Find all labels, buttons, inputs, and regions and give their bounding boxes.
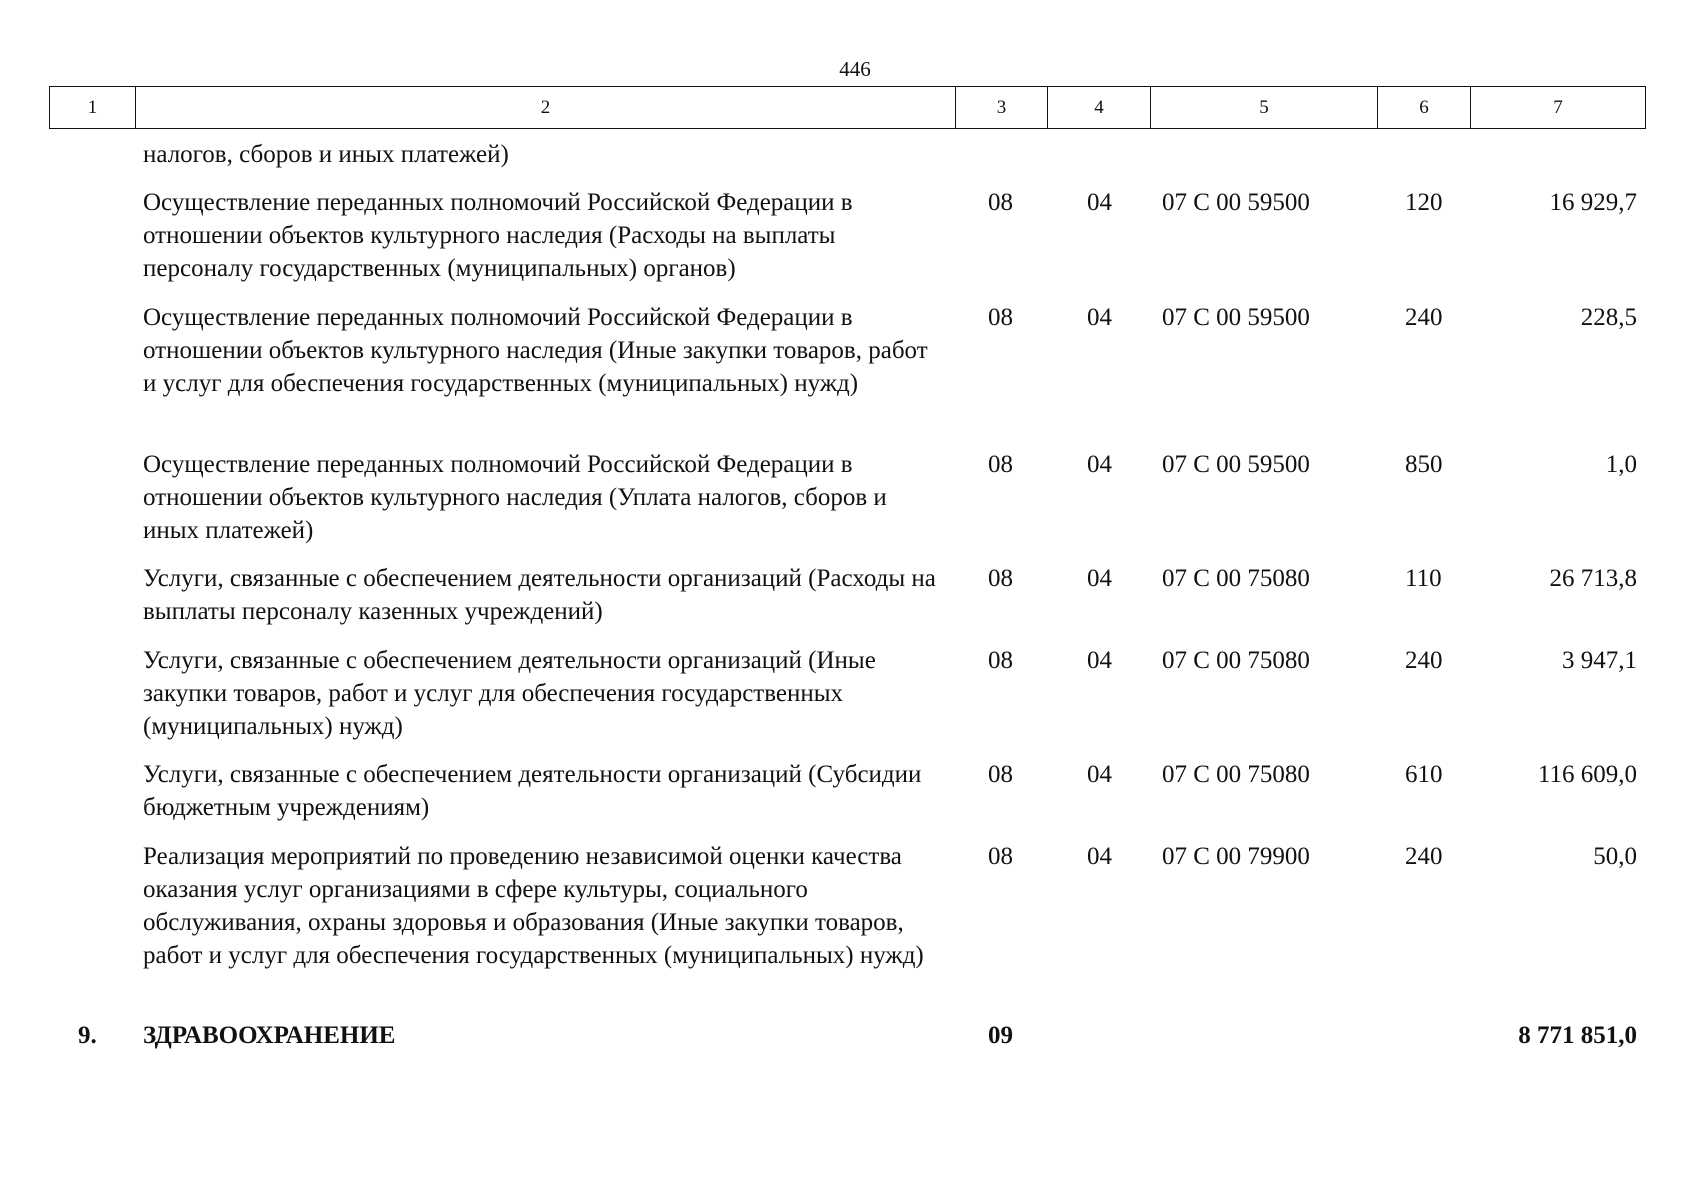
column-header-7: 7 [1471, 87, 1646, 129]
row-description: Реализация мероприятий по проведению независимой оценки качества оказания услуг организациями в сфере культуры, социального обслуживания, охраны здоровья и образования (Иные закупки товаров, работ и услуг для обеспечения государственных (муниципальных) нужд) [143, 843, 924, 969]
row-expense-type: 610 [1405, 761, 1443, 788]
row-amount: 116 609,0 [1537, 761, 1637, 788]
row-target-article: 07 С 00 75080 [1162, 761, 1310, 788]
row-subsection-code: 04 [1087, 647, 1112, 674]
row-expense-type: 120 [1405, 189, 1443, 216]
row-amount: 3 947,1 [1562, 647, 1637, 674]
row-target-article: 07 С 00 59500 [1162, 304, 1310, 331]
section-title: ЗДРАВООХРАНЕНИЕ [143, 1022, 396, 1049]
column-header-row [50, 87, 1646, 129]
row-section-code: 08 [988, 451, 1013, 478]
column-header-4: 4 [1048, 87, 1151, 129]
row-subsection-code: 04 [1087, 761, 1112, 788]
column-header-3: 3 [956, 87, 1048, 129]
row-expense-type: 110 [1405, 565, 1442, 592]
row-section-code: 08 [988, 189, 1013, 216]
row-section-code: 08 [988, 565, 1013, 592]
row-subsection-code: 04 [1087, 189, 1112, 216]
row-description: Услуги, связанные с обеспечением деятельности организаций (Субсидии бюджетным учреждениям) [143, 761, 922, 821]
row-section-code: 08 [988, 304, 1013, 331]
row-amount: 26 713,8 [1549, 565, 1637, 592]
column-header-table [49, 86, 1646, 129]
row-description: Услуги, связанные с обеспечением деятельности организаций (Расходы на выплаты персоналу казенных учреждений) [143, 565, 936, 625]
row-expense-type: 240 [1405, 304, 1443, 331]
row-description: Осуществление переданных полномочий Российской Федерации в отношении объектов культурного наследия (Иные закупки товаров, работ и услуг для обеспечения государственных (муниципальных) нужд) [143, 304, 928, 397]
row-subsection-code: 04 [1087, 565, 1112, 592]
row-section-code: 08 [988, 647, 1013, 674]
row-amount: 16 929,7 [1549, 189, 1637, 216]
row-amount: 1,0 [1605, 451, 1637, 478]
row-subsection-code: 04 [1087, 451, 1112, 478]
section-code: 09 [988, 1022, 1013, 1049]
row-expense-type: 850 [1405, 451, 1443, 478]
page-number: 446 [839, 57, 871, 81]
row-description: Осуществление переданных полномочий Российской Федерации в отношении объектов культурного наследия (Расходы на выплаты персоналу государственных (муниципальных) органов) [143, 189, 853, 282]
row-subsection-code: 04 [1087, 843, 1112, 870]
row-description: Услуги, связанные с обеспечением деятельности организаций (Иные закупки товаров, работ и услуг для обеспечения государственных (муниципальных) нужд) [143, 647, 876, 740]
row-expense-type: 240 [1405, 843, 1443, 870]
row-subsection-code: 04 [1087, 304, 1112, 331]
row-amount: 228,5 [1580, 304, 1637, 331]
row-description: Осуществление переданных полномочий Российской Федерации в отношении объектов культурного наследия (Уплата налогов, сборов и иных платежей) [143, 451, 887, 544]
column-header-6: 6 [1378, 87, 1471, 129]
row-target-article: 07 С 00 59500 [1162, 189, 1310, 216]
column-header-5: 5 [1151, 87, 1378, 129]
column-header-1: 1 [50, 87, 136, 129]
row-section-code: 08 [988, 843, 1013, 870]
row-target-article: 07 С 00 75080 [1162, 565, 1310, 592]
row-target-article: 07 С 00 75080 [1162, 647, 1310, 674]
row-description: налогов, сборов и иных платежей) [143, 141, 509, 168]
section-total-amount: 8 771 851,0 [1518, 1022, 1637, 1049]
section-number: 9. [78, 1022, 97, 1049]
row-amount: 50,0 [1593, 843, 1637, 870]
column-header-2: 2 [136, 87, 956, 129]
row-target-article: 07 С 00 79900 [1162, 843, 1310, 870]
row-target-article: 07 С 00 59500 [1162, 451, 1310, 478]
row-section-code: 08 [988, 761, 1013, 788]
row-expense-type: 240 [1405, 647, 1443, 674]
